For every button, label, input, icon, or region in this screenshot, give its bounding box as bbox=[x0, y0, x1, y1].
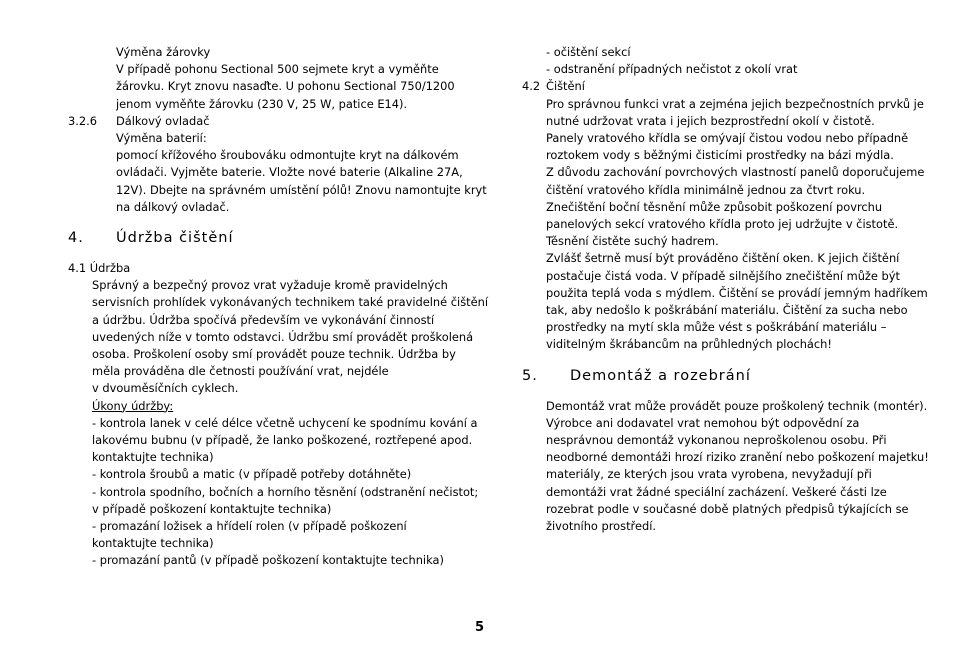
maintenance-tasks-label: Úkony údržby: bbox=[92, 398, 174, 413]
text-line: měla prováděna dle četnosti používání vrat, nejdéle bbox=[92, 364, 389, 379]
cleaning-tasks-block bbox=[546, 44, 912, 78]
list-item: v případě poškození kontaktujte technika) bbox=[92, 501, 332, 516]
list-item: - promazání pantů (v případě poškození kontaktujte technika) bbox=[92, 553, 444, 568]
list-item: - očištění sekcí bbox=[546, 45, 631, 59]
text-line: použita teplá voda s mýdlem. Čištění se provádí jemným hadříkem bbox=[546, 285, 928, 300]
left-column bbox=[68, 44, 489, 570]
section-4-heading bbox=[68, 228, 468, 248]
maintenance-block bbox=[92, 277, 489, 569]
list-item: - kontrola šroubů a matic (v případě potřeby dotáhněte) bbox=[92, 467, 412, 482]
text-line: osoba. Proškolení osoby smí provádět pouze technik. Údržba by bbox=[92, 347, 456, 362]
section-title: Demontáž a rozebrání bbox=[570, 367, 751, 384]
list-item: lakovému bubnu (v případě, že lanko poškozené, roztřepené apod. bbox=[92, 433, 473, 448]
text-line: Výrobce ani dodavatel vrat nemohou být odpovědní za bbox=[546, 415, 860, 430]
text-line: uvedených níže v tomto odstavci. Údržbu smí provádět proškolená bbox=[92, 329, 474, 344]
text-line: čištění vratového křídla minimálně jednou za čtvrt roku. bbox=[546, 182, 866, 197]
text-line: tak, aby nedošlo k poškrábání materiálu. Čištění za sucha nebo bbox=[546, 303, 908, 318]
section-title: Dálkový ovladač bbox=[116, 113, 210, 128]
text-line: Zvlášť šetrně musí být prováděno čištění oken. K jejich čištění bbox=[546, 251, 900, 266]
remote-control-block bbox=[116, 130, 487, 216]
bulb-replacement-block bbox=[116, 44, 468, 113]
text-line: rozebrat podle v současné době platných předpisů týkajících se bbox=[546, 501, 909, 516]
text-line: viditelným škrábancům na průhledných plochách! bbox=[546, 337, 832, 352]
section-title: Údržba bbox=[89, 261, 131, 276]
text-line: neodborné demontáži hrozí riziko zranění nebo poškození majetku! bbox=[546, 450, 929, 465]
text-line: nutné udržovat vrata i jejich bezprostřední okolí v čistotě. bbox=[546, 113, 875, 128]
section-5-heading bbox=[522, 366, 912, 386]
section-number: 5. bbox=[522, 367, 538, 384]
text-line: panelových sekcí vratového křídla proto jej udržujte v čistotě. bbox=[546, 217, 899, 232]
section-title: Údržba čištění bbox=[116, 230, 234, 247]
text-line: pomocí křížového šroubováku odmontujte kryt na dálkovém bbox=[116, 148, 459, 163]
section-number: 3.2.6 bbox=[68, 113, 97, 128]
text-line: postačuje čistá voda. V případě silnějšího znečištění může být bbox=[546, 268, 900, 283]
text-line: žárovku. Kryt znovu nasaďte. U pohonu Sectional 750/1200 bbox=[116, 79, 455, 94]
list-item: - promazání ložisek a hřídelí rolen (v případě poškození bbox=[92, 519, 407, 534]
list-item: - odstranění případných nečistot z okolí vrat bbox=[546, 62, 798, 77]
text-line: Těsnění čistěte suchý hadrem. bbox=[546, 234, 719, 249]
section-title: Čištění bbox=[546, 79, 585, 94]
list-item: kontaktujte technika) bbox=[92, 536, 214, 551]
text-line: demontáži vrat žádné speciální zacházení. Veškeré části lze bbox=[546, 484, 887, 499]
text-line: V případě pohonu Sectional 500 sejmete kryt a vyměňte bbox=[116, 62, 439, 77]
text-line: Výměna žárovky bbox=[116, 45, 211, 59]
section-number: 4.2 bbox=[522, 79, 541, 94]
section-number: 4. bbox=[68, 230, 84, 247]
list-item: kontaktujte technika) bbox=[92, 450, 214, 465]
section-number: 4.1 bbox=[68, 261, 87, 276]
dismantling-block bbox=[546, 398, 929, 536]
text-line: ovládači. Vyjměte baterie. Vložte nové baterie (Alkaline 27A, bbox=[116, 165, 463, 180]
text-line: Z důvodu zachování povrchových vlastností panelů doporučujeme bbox=[546, 165, 925, 180]
text-line: 12V). Dbejte na správném umístění pólů! Znovu namontujte kryt bbox=[116, 182, 487, 197]
page-number: 5 bbox=[474, 620, 485, 635]
section-4-2-heading bbox=[522, 78, 912, 95]
section-4-1-heading bbox=[68, 260, 468, 277]
text-line: Správný a bezpečný provoz vrat vyžaduje kromě pravidelných bbox=[92, 278, 448, 293]
text-line: a údržbu. Údržba spočívá především ve vykonávání činností bbox=[92, 312, 435, 327]
list-item: - kontrola spodního, bočních a horního těsnění (odstranění nečistot; bbox=[92, 484, 479, 499]
text-line: Demontáž vrat může provádět pouze proškolený technik (montér). bbox=[546, 398, 928, 413]
text-line: Pro správnou funkci vrat a zejména jejich bezpečnostních prvků je bbox=[546, 96, 924, 111]
section-3-2-6-heading bbox=[68, 113, 468, 130]
text-line: prostředky na mytí skla může vést s poškrábání materiálu – bbox=[546, 320, 887, 335]
text-line: na dálkový ovladač. bbox=[116, 199, 230, 214]
text-line: jenom vyměňte žárovku (230 V, 25 W, patice E14). bbox=[116, 96, 408, 111]
text-line: životního prostředí. bbox=[546, 519, 657, 534]
text-line: materiály, ze kterých jsou vrata vyrobena, nevyžadují při bbox=[546, 467, 872, 482]
text-line: nesprávnou demontáž vykonanou neproškolenou osobu. Při bbox=[546, 433, 887, 448]
right-column bbox=[522, 44, 929, 535]
text-line: Výměna baterií: bbox=[116, 131, 207, 146]
text-line: servisních prohlídek vykonávaných technikem také pravidelné čištění bbox=[92, 295, 489, 310]
cleaning-block bbox=[546, 96, 928, 354]
text-line: roztokem vody s běžnými čisticími prostředky na bázi mýdla. bbox=[546, 148, 894, 163]
text-line: Znečištění boční těsnění může způsobit poškození povrchu bbox=[546, 199, 883, 214]
text-line: v dvouměsíčních cyklech. bbox=[92, 381, 239, 396]
text-line: Panely vratového křídla se omývají čistou vodou nebo případně bbox=[546, 131, 909, 146]
list-item: - kontrola lanek v celé délce včetně uchycení ke spodnímu kování a bbox=[92, 415, 478, 430]
